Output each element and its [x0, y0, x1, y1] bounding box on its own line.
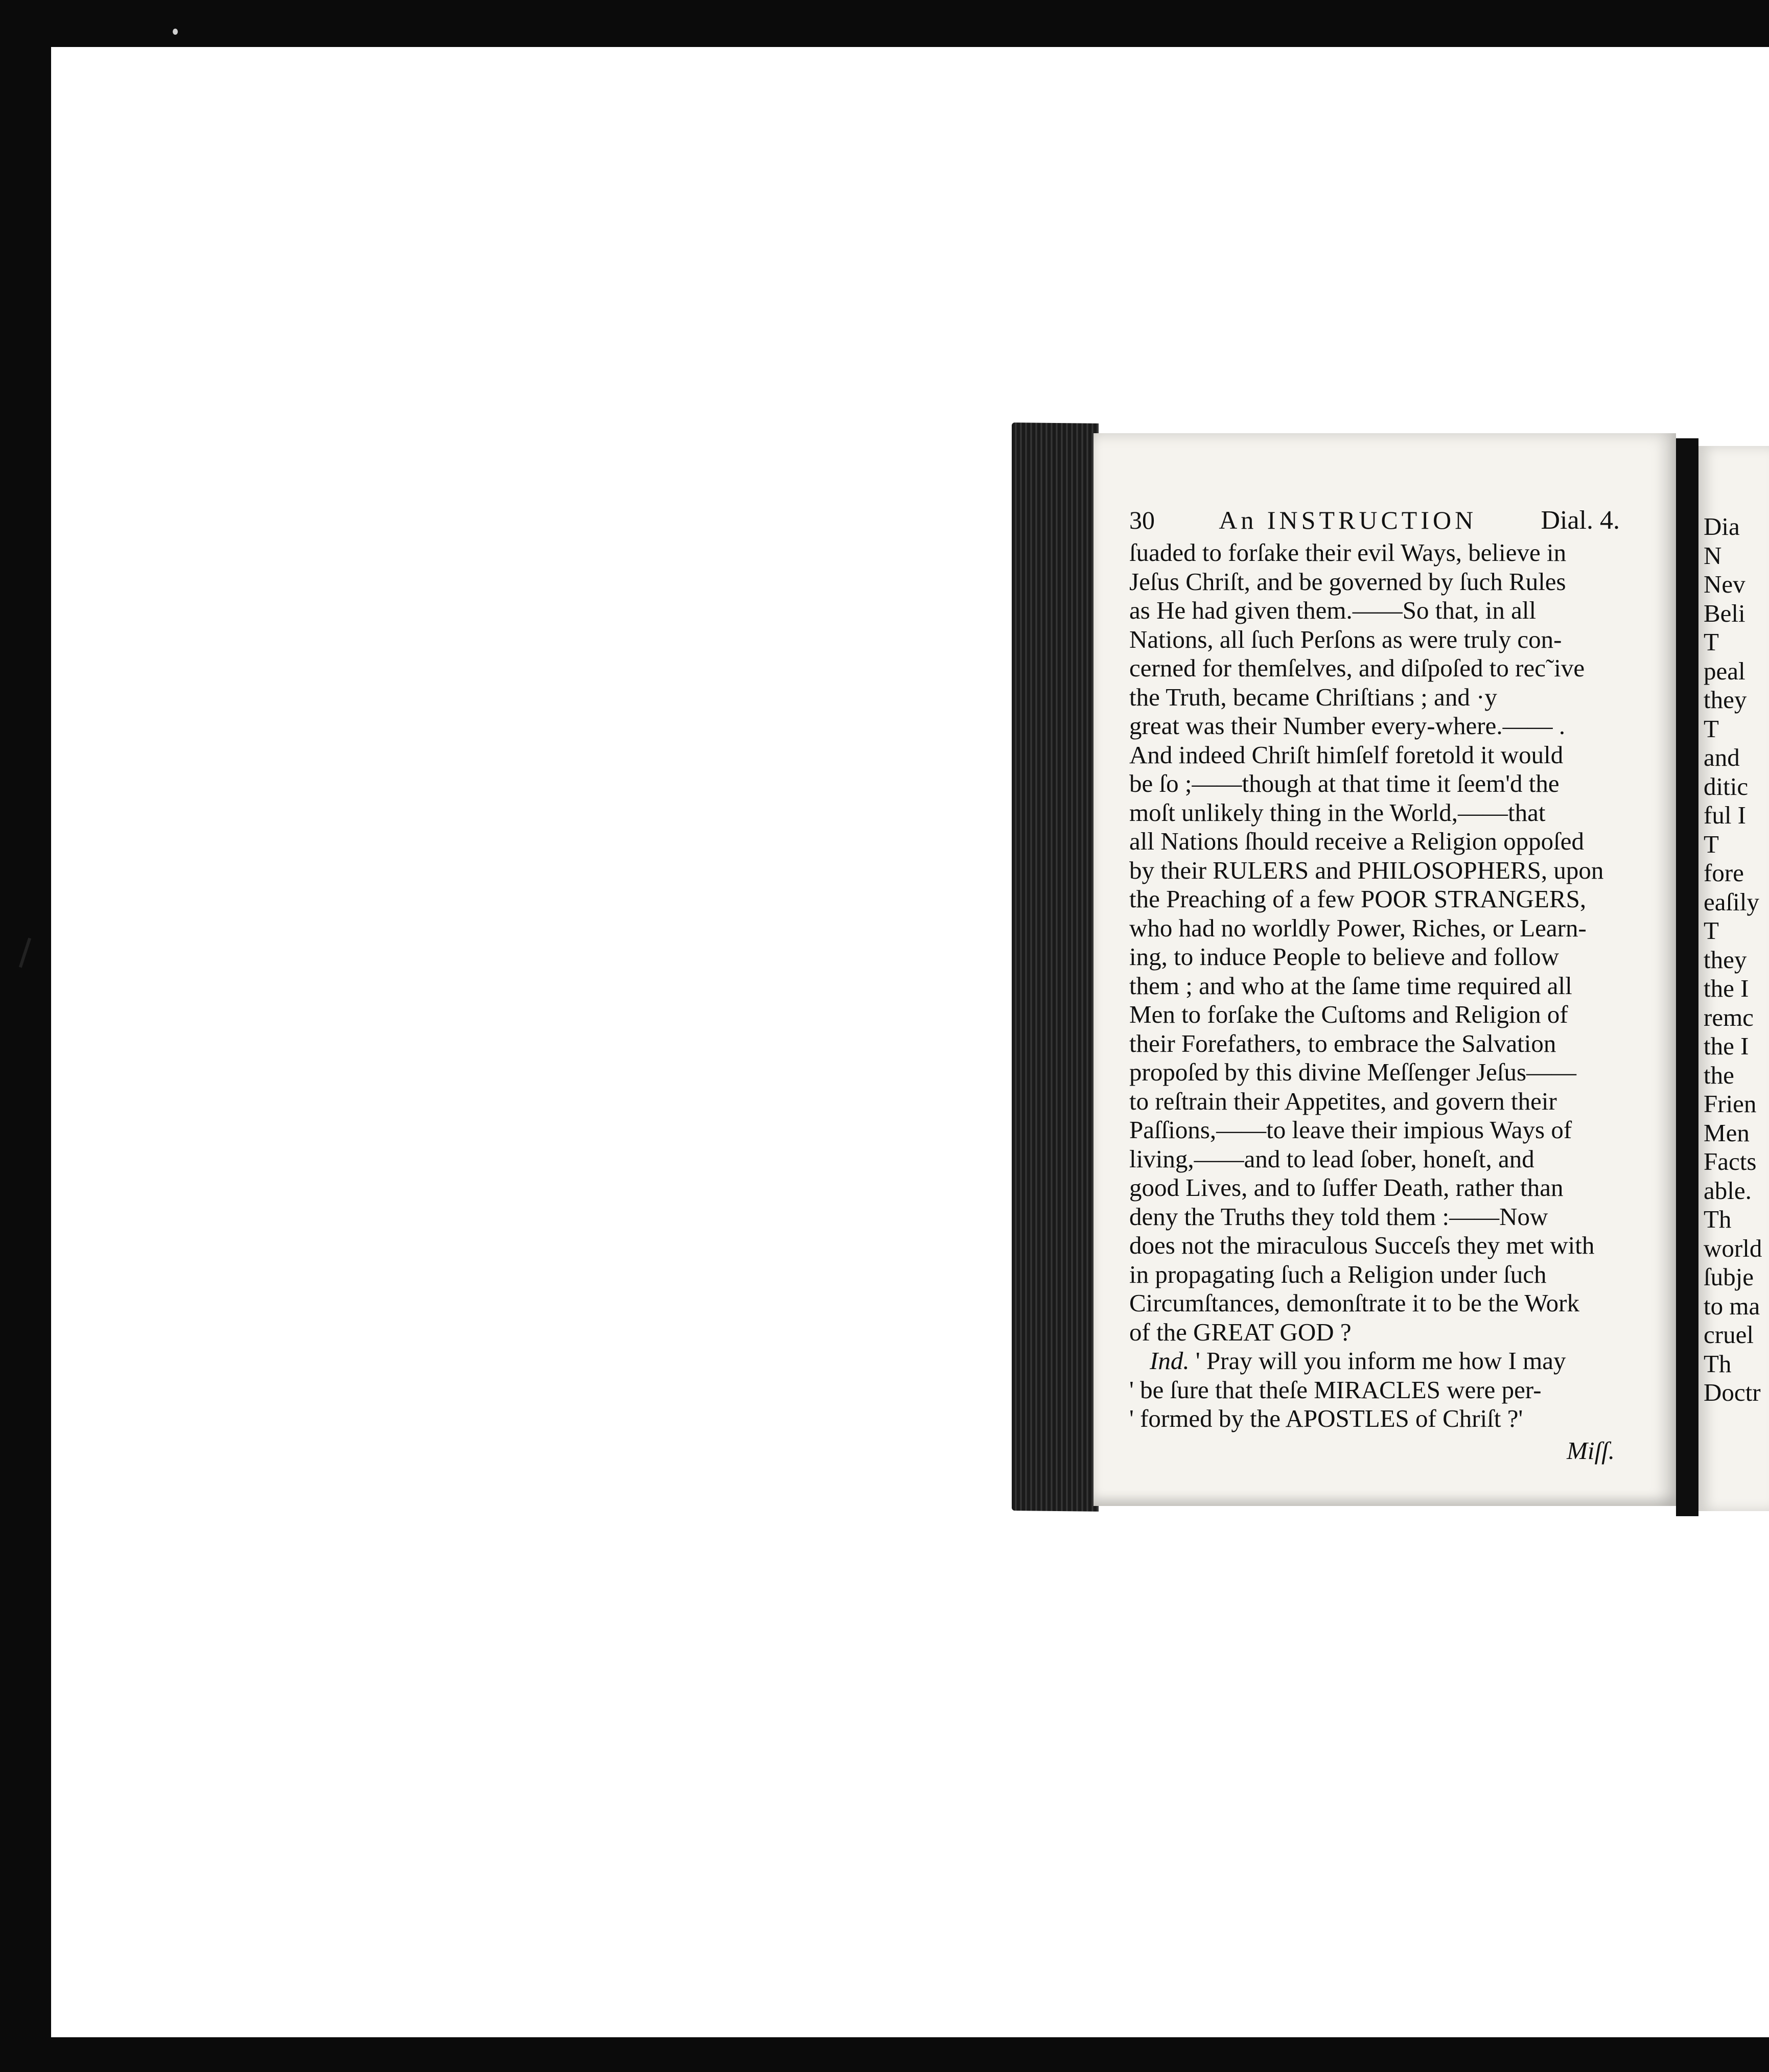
right-text-line: able. — [1704, 1176, 1752, 1205]
right-text-line: T — [1704, 830, 1719, 858]
text-line: cerned for themſelves, and diſpoſed to rec˜ive — [1129, 654, 1585, 682]
text-line: propoſed by this divine Meſſenger Jeſus—— — [1129, 1058, 1577, 1086]
right-text-line: remc — [1704, 1003, 1754, 1031]
text-line: them ; and who at the ſame time required all — [1129, 971, 1572, 1000]
question-line: ' be ſure that theſe MIRACLES were per- — [1129, 1375, 1542, 1404]
right-text-line: ſubje — [1704, 1263, 1754, 1291]
right-text-line: cruel — [1704, 1321, 1754, 1349]
text-line: ſuaded to forſake their evil Ways, believe in — [1129, 538, 1567, 567]
page-number: 30 — [1129, 506, 1155, 534]
text-line: great was their Number every-where.—— . — [1129, 712, 1566, 740]
text-line: Paſſions,——to leave their impious Ways of — [1129, 1116, 1572, 1144]
page-edges — [1012, 422, 1099, 1512]
open-book — [1012, 423, 1769, 1521]
text-line: Circumſtances, demonſtrate it to be the Work — [1129, 1289, 1579, 1317]
text-line: by their RULERS and PHILOSOPHERS, upon — [1129, 856, 1604, 884]
right-text-line: to ma — [1704, 1291, 1760, 1320]
text-line: ing, to induce People to believe and follow — [1129, 943, 1559, 971]
right-text-line: the — [1704, 1061, 1734, 1089]
right-text-line: the I — [1704, 1032, 1749, 1060]
catchword: Miſſ. — [1567, 1436, 1615, 1465]
right-text-line: Frien — [1704, 1090, 1757, 1118]
right-text-line: they — [1704, 945, 1747, 974]
right-text-line: the I — [1704, 974, 1749, 1002]
right-text-line: fore — [1704, 859, 1744, 887]
text-line: who had no worldly Power, Riches, or Learn- — [1129, 913, 1587, 942]
running-head — [1129, 506, 1620, 537]
text-line: the Truth, became Chriſtians ; and ·y — [1129, 682, 1497, 711]
text-line: Nations, all ſuch Perſons as were truly con- — [1129, 625, 1562, 653]
scan-frame-bottom — [0, 2037, 1769, 2072]
body-text — [1129, 538, 1620, 1347]
right-page-text — [1704, 512, 1769, 1407]
right-text-line: T — [1704, 916, 1719, 945]
text-line: Men to forſake the Cuſtoms and Religion of — [1129, 1000, 1568, 1028]
speaker-label: Ind. — [1150, 1347, 1190, 1375]
right-text-line: ful I — [1704, 801, 1746, 829]
left-page — [1093, 433, 1676, 1506]
question-text: ' Pray will you inform me how I may — [1195, 1347, 1566, 1375]
right-text-line: and — [1704, 743, 1740, 771]
right-text-line: world — [1704, 1234, 1762, 1262]
right-text-line: Beli — [1704, 599, 1745, 627]
right-page — [1698, 446, 1769, 1511]
question-line: ' formed by the APOSTLES of Chriſt ?' — [1129, 1404, 1523, 1432]
right-text-line: eaſily — [1704, 887, 1759, 916]
right-text-line: Th — [1704, 1349, 1732, 1378]
text-line: does not the miraculous Succeſs they met with — [1129, 1231, 1595, 1259]
right-text-line: Facts — [1704, 1147, 1757, 1175]
right-text-line: Nev — [1704, 570, 1745, 598]
text-line: the Preaching of a few POOR STRANGERS, — [1129, 885, 1587, 913]
text-line: moſt unlikely thing in the World,——that — [1129, 798, 1546, 827]
text-line: deny the Truths they told them :——Now — [1129, 1202, 1548, 1231]
text-line: as He had given them.——So that, in all — [1129, 596, 1537, 624]
text-line: all Nations ſhould receive a Religion oppoſed — [1129, 827, 1584, 855]
right-text-line: Men — [1704, 1118, 1750, 1147]
text-line: to reſtrain their Appetites, and govern their — [1129, 1087, 1557, 1115]
running-title: An INSTRUCTION — [1219, 506, 1477, 534]
text-line: be ſo ;——though at that time it ſeem'd the — [1129, 769, 1559, 797]
right-text-line: N — [1704, 541, 1722, 570]
right-text-line: Dia — [1704, 512, 1740, 540]
right-text-line: ditic — [1704, 772, 1749, 800]
book-gutter — [1676, 438, 1698, 1516]
text-line: their Forefathers, to embrace the Salvation — [1129, 1029, 1556, 1057]
right-text-line: T — [1704, 628, 1719, 656]
text-line: living,——and to lead ſober, honeſt, and — [1129, 1144, 1534, 1173]
text-line: Jeſus Chriſt, and be governed by ſuch Rules — [1129, 567, 1566, 596]
question-line — [1129, 1347, 1620, 1376]
text-line: in propagating ſuch a Religion under ſuch — [1129, 1260, 1547, 1288]
right-text-line: Doctr — [1704, 1378, 1761, 1406]
question-paragraph — [1129, 1347, 1620, 1433]
text-line: And indeed Chriſt himſelf foretold it would — [1129, 740, 1564, 769]
text-line: good Lives, and to ſuffer Death, rather than — [1129, 1173, 1564, 1202]
left-page-text — [1129, 506, 1620, 1465]
dialogue-number: Dial. 4. — [1541, 506, 1620, 535]
scan-speck — [173, 29, 178, 35]
right-text-line: Th — [1704, 1205, 1732, 1233]
scan-frame-top — [0, 0, 1769, 46]
right-text-line: they — [1704, 686, 1747, 714]
right-text-line: peal — [1704, 656, 1745, 685]
margin-mark — [19, 938, 31, 968]
right-text-line: T — [1704, 714, 1719, 743]
text-line: of the GREAT GOD ? — [1129, 1317, 1352, 1346]
